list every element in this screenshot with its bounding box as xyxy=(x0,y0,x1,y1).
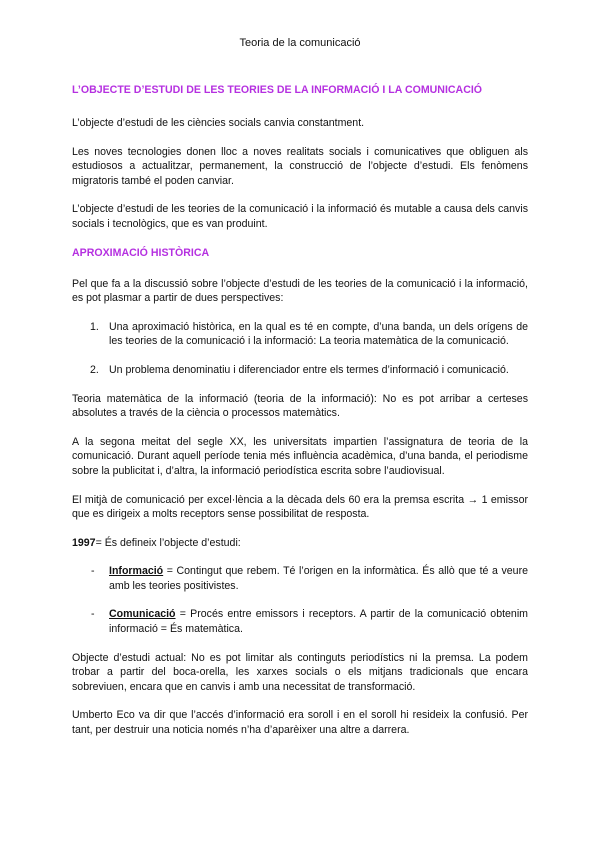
dash-list xyxy=(72,564,528,636)
term-comunicacio: Comunicació xyxy=(109,608,176,621)
paragraph-8 xyxy=(72,536,528,551)
list-item xyxy=(72,607,528,636)
list-item xyxy=(72,363,528,378)
section-heading-objecte: L’OBJECTE D’ESTUDI DE LES TEORIES DE LA INFORMACIÓ I LA COMUNICACIÓ xyxy=(72,84,483,96)
page-header: Teoria de la comunicació xyxy=(239,37,361,49)
list-number: 1. xyxy=(90,320,99,333)
paragraph-9: Objecte d’estudi actual: No es pot limitar als continguts periodístics ni la premsa. La podem trobar a partir del boca-orella, les xarxes socials o els mitjans tradicionals que encara sobreviuen, encara que en canvis i amb una necessitat de transformació. xyxy=(72,651,528,693)
dash-marker: - xyxy=(91,608,95,621)
paragraph-7: El mitjà de comunicació per excel·lència a la dècada dels 60 era la premsa escrita → 1 emissor que es dirigeix a molts receptors sense possibilitat de resposta. xyxy=(72,493,528,521)
dash-marker: - xyxy=(91,565,95,578)
numbered-list xyxy=(72,320,528,378)
term-informacio: Informació xyxy=(109,565,164,578)
list-item xyxy=(72,320,528,349)
paragraph-4: Pel que fa a la discussió sobre l’objecte d’estudi de les teories de la comunicació i la informació, es pot plasmar a partir de dues perspectives: xyxy=(72,277,528,305)
list-item-text: Un problema denominatiu i diferenciador entre els termes d’informació i comunicació. xyxy=(109,363,509,376)
paragraph-3: L’objecte d’estudi de les teories de la comunicació i la informació és mutable a causa dels canvis socials i tecnològics, que es van produint. xyxy=(72,203,528,230)
list-item-text: Una aproximació històrica, en la qual es té en compte, d’una banda, un dels orígens de les teories de la comunicació i la informació: La teoria matemàtica de la comunicació. xyxy=(109,320,528,348)
paragraph-10: Umberto Eco va dir que l’accés d’informació era soroll i en el soroll hi resideix la confusió. Per tant, per destruir una noticia només n’ha d’aparèixer una altre a darrera. xyxy=(72,709,528,737)
year-label: 1997 xyxy=(72,536,96,549)
list-number: 2. xyxy=(90,363,99,376)
definition-text: = Procés entre emissors i receptors. A partir de la comunicació obtenim informació = És matemàtica. xyxy=(109,608,528,636)
paragraph-2: Les noves tecnologies donen lloc a noves realitats socials i comunicatives que obliguen als estudiosos a actualitzar, permanement, la construcció de l’objecte d’estudi. Els fenòmens migratoris també el poden canviar. xyxy=(72,145,528,187)
list-item xyxy=(72,564,528,593)
paragraph-6: A la segona meitat del segle XX, les universitats impartien l’assignatura de teoria de la comunicació. Durant aquell període tenia més influència acadèmica, d’una banda, el periodisme sobre la publicitat i, d’altra, la informació periodística escrita sobre l’audiovisual. xyxy=(72,435,528,477)
document-body xyxy=(72,83,528,752)
paragraph-5: Teoria matemàtica de la informació (teoria de la informació): No es pot arribar a certeses absolutes a través de la ciència o processos matemàtics. xyxy=(72,392,528,420)
section-heading-aproximacio: APROXIMACIÓ HISTÒRICA xyxy=(72,246,210,259)
paragraph-8-text: = És defineix l’objecte d’estudi: xyxy=(95,536,241,549)
definition-text: = Contingut que rebem. Té l’origen en la informàtica. És allò que té a veure amb les teories positivistes. xyxy=(109,565,528,592)
paragraph-1: L’objecte d’estudi de les ciències socials canvia constantment. xyxy=(72,117,365,129)
